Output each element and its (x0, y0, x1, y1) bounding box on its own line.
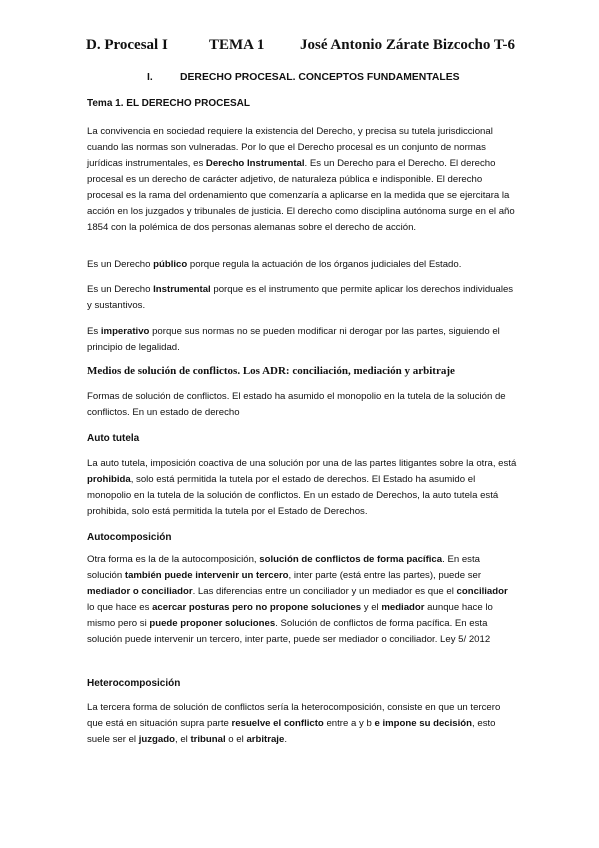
autocomposicion-heading: Autocomposición (87, 532, 172, 543)
section-number: I. (147, 72, 153, 83)
heterocomposicion-paragraph: La tercera forma de solución de conflictos sería la heterocomposición, consiste en que un tercero que está en situación supra parte resuelve el conflicto entre a y b e impone su decisión, esto suele ser el juzgado, el tribunal o el arbitraje. (87, 702, 501, 745)
autocomposicion-paragraph: Otra forma es la de la autocomposición, solución de conflictos de forma pacífica. En esta solución también puede intervenir un tercero, inter parte (está entre las partes), puede ser mediador o conciliador. Las diferencias entre un conciliador y un mediador es que el conciliador lo que hace es acercar posturas pero no propone soluciones y el mediador aunque hace lo mismo pero si puede proponer soluciones. Solución de conflictos de forma pacífica. En esta solución puede intervenir un tercero, inter parte, puede ser mediador o conciliador. Ley 5/ 2012 (87, 554, 508, 645)
header-author: José Antonio Zárate Bizcocho T-6 (300, 37, 516, 53)
header-topic: TEMA 1 (209, 37, 265, 53)
header-course: D. Procesal I (86, 37, 168, 53)
tema1-paragraph-3: Es un Derecho Instrumental porque es el instrumento que permite aplicar los derechos individuales y sustantivos. (87, 284, 514, 311)
autotutela-paragraph: La auto tutela, imposición coactiva de una solución por una de las partes litigantes sobre la otra, está prohibida, solo está permitida la tutela por el estado de derechos. El Estado ha asumido el monopolio en la tutela de la solución de conflictos. En un estado de Derechos, la auto tutela está prohibida, solo está permitida la tutela por el Estado de Derechos. (87, 458, 517, 517)
tema1-heading: Tema 1. EL DERECHO PROCESAL (87, 98, 250, 109)
medios-paragraph: Formas de solución de conflictos. El estado ha asumido el monopolio en la tutela de la solución de conflictos. En un estado de derecho (87, 391, 506, 418)
tema1-paragraph-1: La convivencia en sociedad requiere la existencia del Derecho, y precisa su tutela jurisdiccional cuando las normas son vulneradas. Por lo que el Derecho procesal es un conjunto de normas jurídicas instrumentales, es Derecho Instrumental. Es un Derecho para el Derecho. El derecho procesal es un derecho de carácter adjetivo, de naturaleza pública e indisponible. El derecho procesal es la rama del ordenamiento que comenzaría a aplicarse en la medida que se ejercitara la acción en los juzgados y tribunales de justicia. El derecho como disciplina autónoma surge en el año 1854 con la polémica de dos personas alemanas sobre el derecho de acción. (87, 126, 515, 233)
medios-heading: Medios de solución de conflictos. Los ADR: conciliación, mediación y arbitraje (87, 365, 455, 377)
tema1-paragraph-2: Es un Derecho público porque regula la actuación de los órganos judiciales del Estado. (87, 259, 462, 270)
heterocomposicion-heading: Heterocomposición (87, 678, 181, 689)
section-title (147, 72, 460, 83)
tema1-paragraph-4: Es imperativo porque sus normas no se pueden modificar ni derogar por las partes, siguiendo el principio de legalidad. (87, 326, 500, 353)
autotutela-heading: Auto tutela (87, 433, 140, 444)
section-title-text: DERECHO PROCESAL. CONCEPTOS FUNDAMENTALES (180, 72, 460, 83)
page-header (86, 37, 526, 57)
